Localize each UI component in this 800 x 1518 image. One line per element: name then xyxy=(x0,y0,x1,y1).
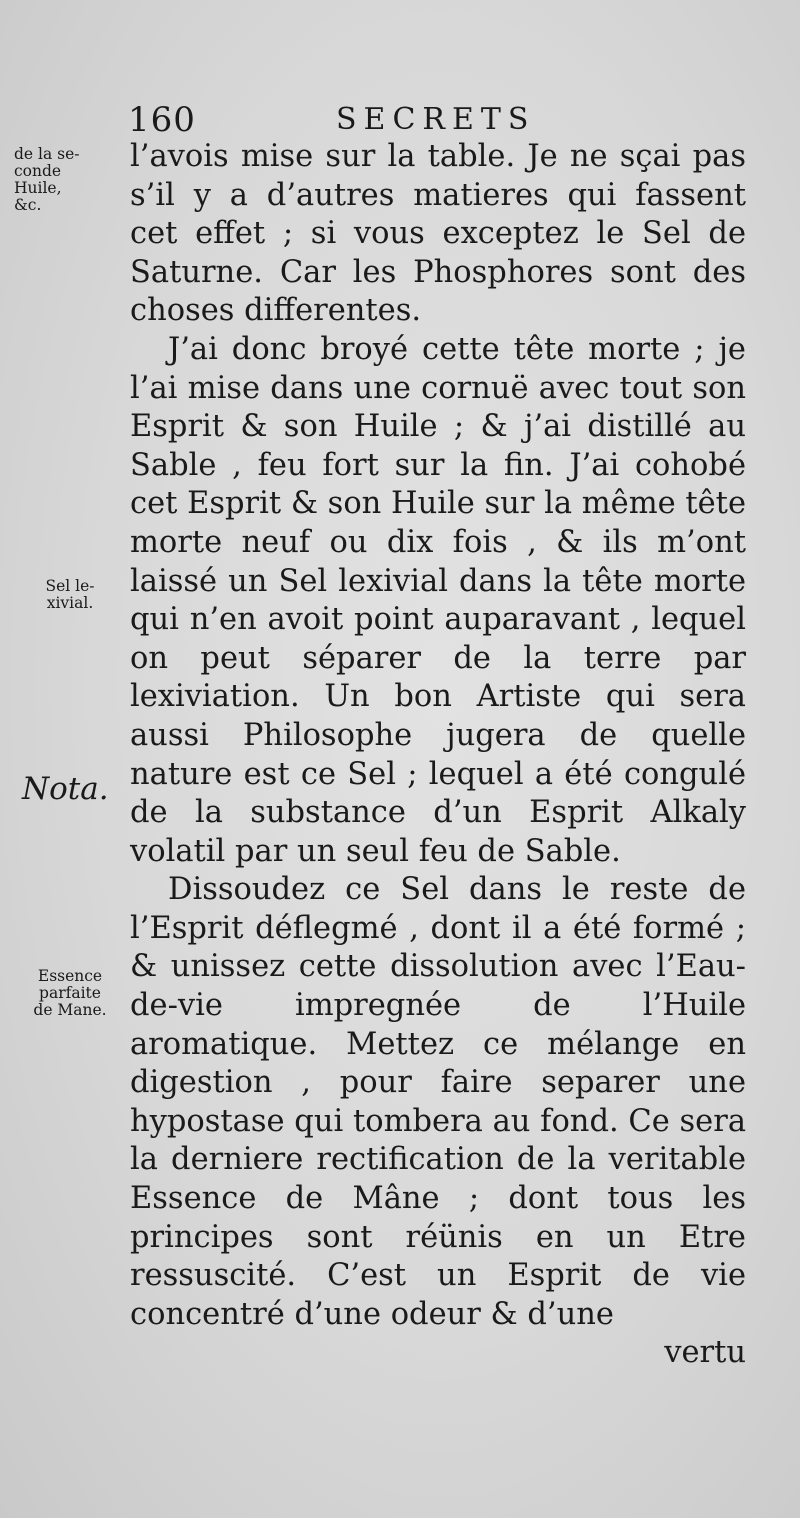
running-head: SECRETS xyxy=(336,102,536,137)
body-text xyxy=(130,138,746,1373)
paragraph: l’avois mise sur la table. Je ne sçai pas s’il y a d’autres matieres qui fassent cet effet ; si vous exceptez le Sel de Saturne. Car les Phosphores sont des choses differentes. xyxy=(130,139,746,329)
page-number: 160 xyxy=(128,100,196,140)
margin-note-lixivial-salt: Sel le- xivial. xyxy=(45,577,95,612)
catchword: vertu xyxy=(664,1335,746,1371)
margin-note-nota: Nota. xyxy=(22,771,109,807)
margin-note-essence: Essence parfaite de Mane. xyxy=(33,967,107,1019)
margin-note-second-oil: de la se- conde Huile, &c. xyxy=(14,145,80,214)
paragraph: J’ai donc broyé cette tête morte ; je l’ai mise dans une cornuë avec tout son Esprit & son Huile ; & j’ai distillé au Sable , feu fort sur la fin. J’ai cohobé cet Esprit & son Huile sur la même tête morte neuf ou dix fois , & ils m’ont laissé un Sel lexivial dans la tête morte qui n’en avoit point auparavant , lequel on peut séparer de la terre par lexiviation. Un bon Artiste qui sera aussi Philosophe jugera de quelle nature est ce Sel ; lequel a été congulé de la substance d’un Esprit Alkaly volatil par un seul feu de Sable. xyxy=(130,331,746,869)
paragraph: Dissoudez ce Sel dans le reste de l’Esprit déflegmé , dont il a été formé ; & unissez cette dissolution avec l’Eau-de-vie impregnée de l’Huile aromatique. Mettez ce mélange en digestion , pour faire separer une hypostase qui tombera au fond. Ce sera la derniere rectification de la veritable Essence de Mâne ; dont tous les principes sont réünis en un Etre ressuscité. C’est un Esprit de vie concentré d’une odeur & d’une xyxy=(130,872,746,1332)
